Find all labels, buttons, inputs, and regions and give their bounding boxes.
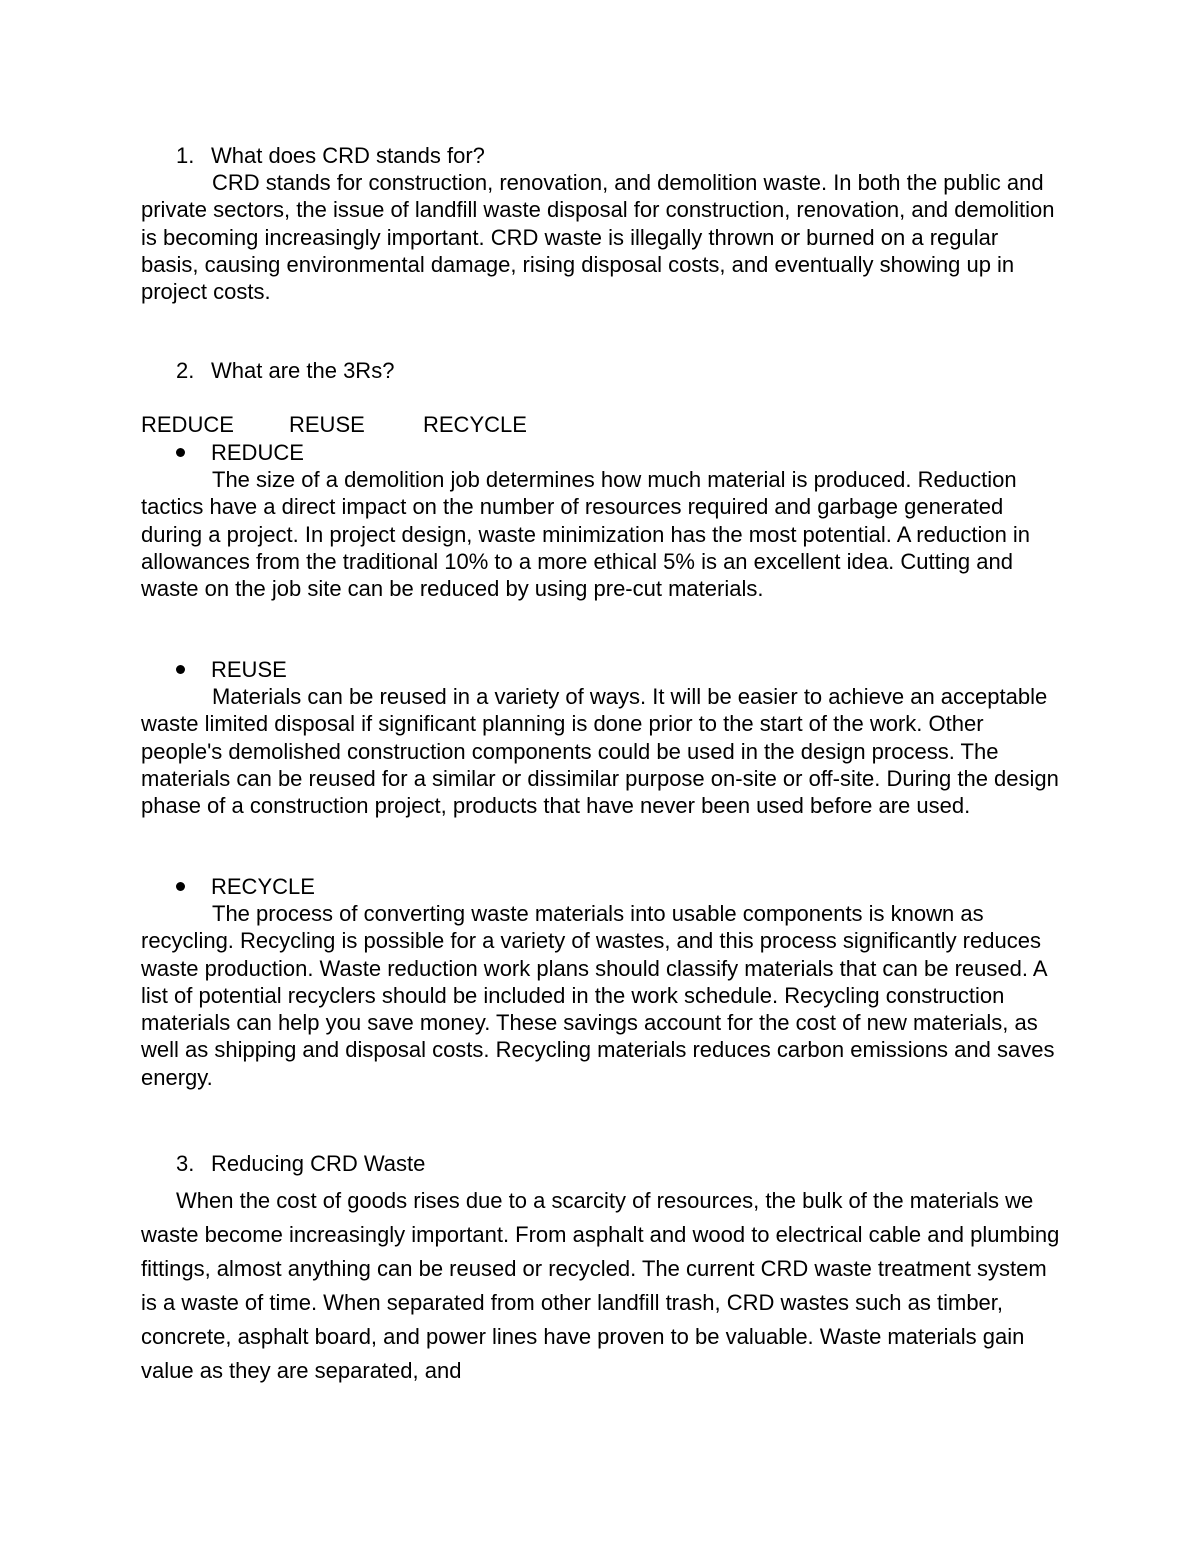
three-rs-line [141,411,527,438]
bullet-reuse [176,656,287,683]
bullet-recycle-label: RECYCLE [211,874,315,899]
question-3-title: Reducing CRD Waste [211,1151,426,1176]
recycle-paragraph [141,900,1061,1091]
question-2-number: 2. [176,358,195,383]
question-1-answer [141,169,1061,305]
reuse-paragraph [141,683,1061,819]
question-3-answer [141,1184,1061,1388]
three-rs-reduce: REDUCE [141,412,234,437]
three-rs-reuse: REUSE [289,412,365,437]
question-3-number: 3. [176,1151,195,1176]
question-3-heading [176,1150,425,1177]
question-2-title: What are the 3Rs? [211,358,395,383]
bullet-dot-icon [176,448,185,457]
question-1-title: What does CRD stands for? [211,143,485,168]
recycle-body: The process of converting waste materials into usable components is known as recycling. Recycling is possible for a variety of wastes, and this process significantly reduces waste production. Waste reduction work plans should classify materials that can be reused. A list of potential recyclers should be included in the work schedule. Recycling construction materials can help you save money. These savings account for the cost of new materials, as well as shipping and disposal costs. Recycling materials reduces carbon emissions and saves energy. [141,901,1055,1090]
question-1-number: 1. [176,143,195,168]
question-1-body: CRD stands for construction, renovation, and demolition waste. In both the public and private sectors, the issue of landfill waste disposal for construction, renovation, and demolition is becoming increasingly important. CRD waste is illegally thrown or burned on a regular basis, causing environmental damage, rising disposal costs, and eventually showing up in project costs. [141,170,1055,305]
three-rs-recycle: RECYCLE [423,412,527,437]
bullet-reduce [176,439,304,466]
question-1-heading [176,142,485,169]
bullet-dot-icon [176,665,185,674]
bullet-reuse-label: REUSE [211,657,287,682]
question-2-heading [176,357,394,384]
bullet-recycle [176,873,315,900]
reduce-paragraph [141,466,1061,602]
bullet-reduce-label: REDUCE [211,440,304,465]
reduce-body: The size of a demolition job determines how much material is produced. Reduction tactics have a direct impact on the number of resources required and garbage generated during a project. In project design, waste minimization has the most potential. A reduction in allowances from the traditional 10% to a more ethical 5% is an excellent idea. Cutting and waste on the job site can be reduced by using pre-cut materials. [141,467,1031,602]
question-3-body: When the cost of goods rises due to a scarcity of resources, the bulk of the materials we waste become increasingly important. From asphalt and wood to electrical cable and plumbing fittings, almost anything can be reused or recycled. The current CRD waste treatment system is a waste of time. When separated from other landfill trash, CRD wastes such as timber, concrete, asphalt board, and power lines have proven to be valuable. Waste materials gain value as they are separated, and [141,1188,1060,1383]
bullet-dot-icon [176,882,185,891]
reuse-body: Materials can be reused in a variety of ways. It will be easier to achieve an acceptable waste limited disposal if significant planning is done prior to the start of the work. Other people's demolished construction components could be used in the design process. The materials can be reused for a similar or dissimilar purpose on-site or off-site. During the design phase of a construction project, products that have never been used before are used. [141,684,1059,819]
